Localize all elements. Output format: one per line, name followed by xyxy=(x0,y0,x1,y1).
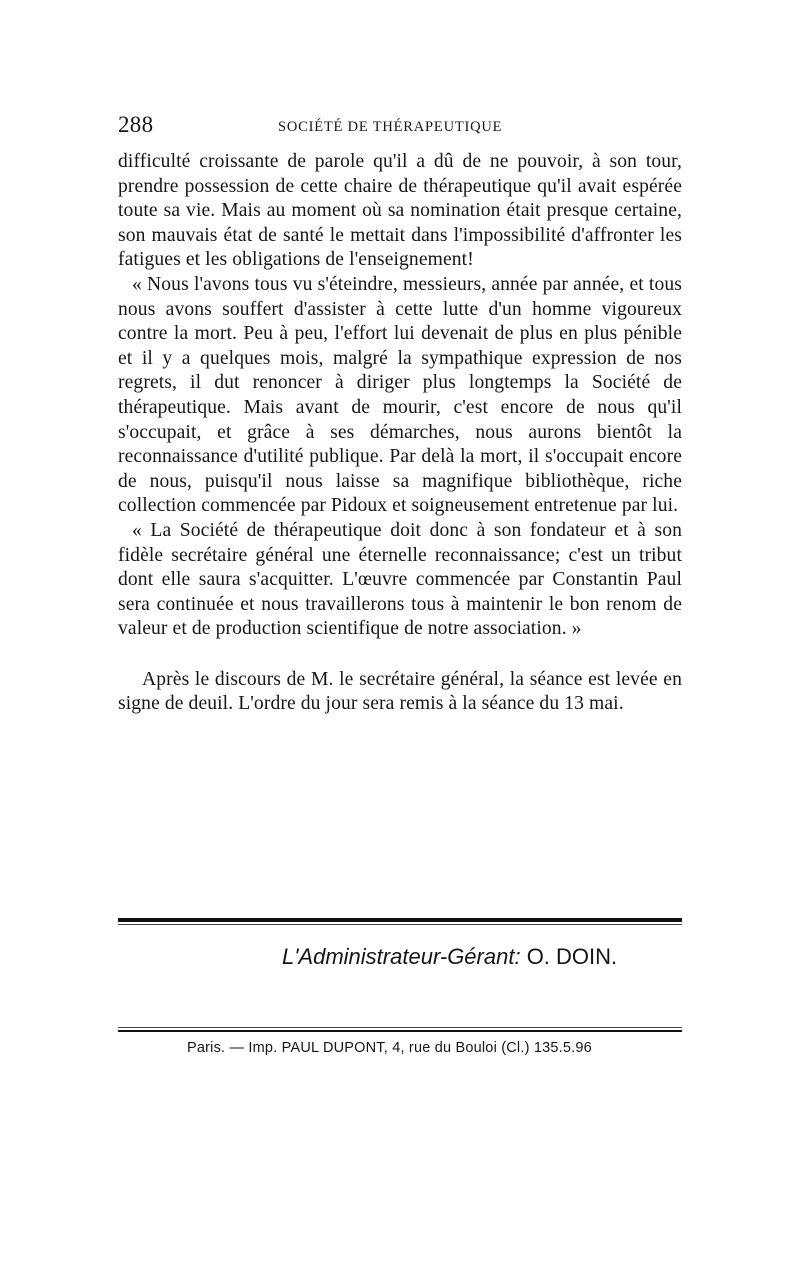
printer-imprint: Paris. — Imp. PAUL DUPONT, 4, rue du Bouloi (Cl.) 135.5.96 xyxy=(187,1040,592,1056)
page-number: 288 xyxy=(118,112,154,137)
signature-name: O. DOIN. xyxy=(526,944,618,969)
running-title: SOCIÉTÉ DE THÉRAPEUTIQUE xyxy=(278,119,503,135)
closing-paragraph: Après le discours de M. le secrétaire général, la séance est levée en signe de deuil. L'ordre du jour sera remis à la séance du 13 mai. xyxy=(118,668,682,715)
divider-rule xyxy=(118,1027,682,1028)
signature-role: L'Administrateur-Gérant: xyxy=(282,944,521,969)
paragraph: « Nous l'avons tous vu s'éteindre, messieurs, année par année, et tous nous avons souffert d'assister à cette lutte d'un homme vigoureux contre la mort. Peu à peu, l'effort lui devenait de plus en plus pénible et il y a quelques mois, malgré la sympathique expression de nos regrets, il dut renoncer à diriger plus longtemps la Société de thérapeutique. Mais avant de mourir, c'est encore de nous qu'il s'occupait, et grâce à ses démarches, nous aurons bientôt la reconnaissance d'utilité publique. Par delà la mort, il s'occupait encore de nous, puisqu'il nous laisse sa magnifique bibliothèque, riche collection commencée par Pidoux et soigneusement entretenue par lui. xyxy=(118,273,682,517)
paragraph: difficulté croissante de parole qu'il a dû de ne pouvoir, à son tour, prendre possession de cette chaire de thérapeutique qu'il avait espérée toute sa vie. Mais au moment où sa nomination était presque certaine, son mauvais état de santé le mettait dans l'impossibilité d'affronter les fatigues et les obligations de l'enseignement! xyxy=(118,151,682,271)
paragraph: « La Société de thérapeutique doit donc à son fondateur et à son fidèle secrétaire général une éternelle reconnaissance; c'est un tribut dont elle saura s'acquitter. L'œuvre commencée par Constantin Paul sera continuée et nous travaillerons tous à maintenir le bon renom de valeur et de production scientifique de notre association. » xyxy=(118,519,682,640)
body-text xyxy=(118,150,682,717)
divider-rule xyxy=(118,1030,682,1032)
divider-rule xyxy=(118,924,682,925)
page-header xyxy=(118,112,678,142)
divider-rule xyxy=(118,918,682,922)
signature-line xyxy=(282,944,617,970)
